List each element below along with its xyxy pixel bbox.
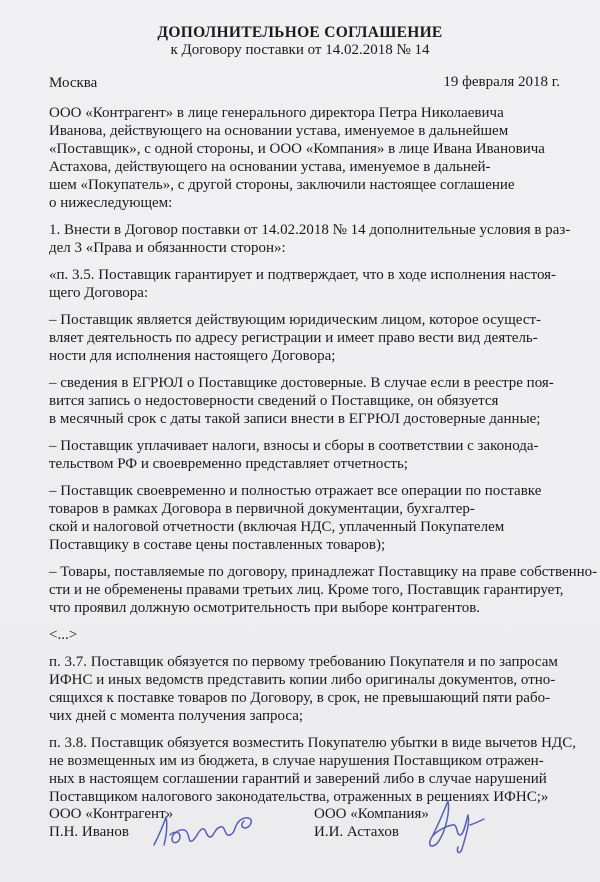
right-party-org: ООО «Компания» xyxy=(314,806,429,822)
body-line: – сведения в ЕГРЮЛ о Поставщике достоверные. В случае если в реестре поя- xyxy=(49,375,554,391)
body-line: ных в настоящем соглашении гарантий и заверений либо в случае нарушений xyxy=(49,771,547,787)
left-signature xyxy=(150,805,260,853)
document-title: ДОПОЛНИТЕЛЬНОЕ СОГЛАШЕНИЕ xyxy=(157,24,443,41)
city: Москва xyxy=(49,75,98,91)
body-line: – Товары, поставляемые по договору, принадлежат Поставщику на праве собственно- xyxy=(49,564,598,580)
body-line: – Поставщик является действующим юридическим лицом, которое осущест- xyxy=(49,312,542,328)
body-line: товаров в рамках Договора в первичной документации, бухгалтер- xyxy=(49,501,475,517)
body-line: щего Договора: xyxy=(49,285,149,301)
body-line: ской и налоговой отчетности (включая НДС, уплаченный Покупателем xyxy=(49,519,505,535)
body-line: сти и не обременены правами третьих лиц. Кроме того, Поставщик гарантирует, xyxy=(49,582,564,598)
body-line: дел 3 «Права и обязанности сторон»: xyxy=(49,240,286,256)
body-line: 1. Внести в Договор поставки от 14.02.2018 № 14 дополнительные условия в раз- xyxy=(49,222,571,238)
left-party-signatory: П.Н. Иванов xyxy=(49,824,129,840)
body-line: ООО «Контрагент» в лице генерального директора Петра Николаевича xyxy=(49,105,504,121)
body-line: п. 3.7. Поставщик обязуется по первому требованию Покупателя и по запросам xyxy=(49,654,558,670)
body-line: Поставщиком налогового законодательства, отраженных в решениях ИФНС;» xyxy=(49,789,549,805)
left-party-org: ООО «Контрагент» xyxy=(49,806,174,822)
body-line: вляет деятельность по адресу регистрации и имеет право вести вид деятель- xyxy=(49,330,538,346)
body-line: о нижеследующем: xyxy=(49,195,173,211)
document-subtitle: к Договору поставки от 14.02.2018 № 14 xyxy=(170,42,430,58)
body-line: не возмещенных им из бюджета, в случае нарушения Поставщиком отражен- xyxy=(49,753,544,769)
right-party-signatory: И.И. Астахов xyxy=(314,824,399,840)
body-line: тельством РФ и своевременно представляет отчетность; xyxy=(49,456,408,472)
body-line: ности для исполнения настоящего Договора; xyxy=(49,348,336,364)
body-line: что проявил должную осмотрительность при выборе контрагентов. xyxy=(49,600,481,616)
body-line: Астахова, действующего на основании устава, именуемое в дальней- xyxy=(49,159,491,175)
body-line: – Поставщик своевременно и полностью отражает все операции по поставке xyxy=(49,483,542,499)
body-line: – Поставщик уплачивает налоги, взносы и сборы в соответствии с законода- xyxy=(49,438,539,454)
body-line: чих дней с момента получения запроса; xyxy=(49,708,304,724)
body-line: ИФНС и иных ведомств представить копии либо оригиналы документов, отно- xyxy=(49,672,556,688)
body-line: п. 3.8. Поставщик обязуется возместить Покупателю убытки в виде вычетов НДС, xyxy=(49,735,576,751)
body-line: в месячный срок с даты такой записи внести в ЕГРЮЛ достоверные данные; xyxy=(49,411,541,427)
right-signature xyxy=(422,795,502,860)
body-line: «п. 3.5. Поставщик гарантирует и подтверждает, что в ходе исполнения настоя- xyxy=(49,267,557,283)
body-line: шем «Покупатель», с другой стороны, заключили настоящее соглашение xyxy=(49,177,515,193)
body-line: Иванова, действующего на основании устава, именуемое в дальнейшем xyxy=(49,123,509,139)
body-line: Поставщику в составе цены поставленных товаров); xyxy=(49,537,386,553)
body-line: вится запись о недостоверности сведений о Поставщике, он обязуется xyxy=(49,393,499,409)
document-date: 19 февраля 2018 г. xyxy=(443,74,560,90)
body-line: «Поставщик», с одной стороны, и ООО «Компания» в лице Ивана Ивановича xyxy=(49,141,545,157)
body-line: <...> xyxy=(49,627,78,643)
body-line: сящихся к поставке товаров по Договору, в срок, не превышающий пяти рабо- xyxy=(49,690,551,706)
